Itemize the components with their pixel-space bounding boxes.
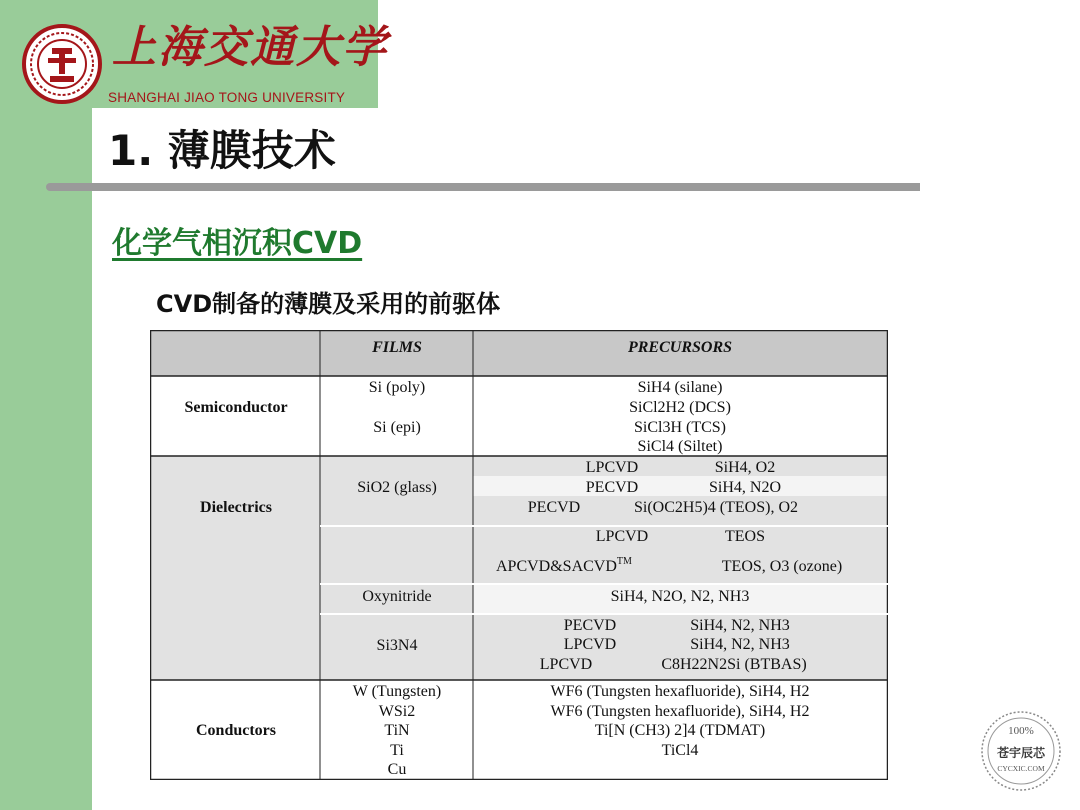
precursor-tcs: SiCl3H (TCS)	[633, 419, 727, 436]
table-caption: CVD制备的薄膜及采用的前驱体	[156, 290, 501, 318]
film-oxynitride: Oxynitride	[362, 588, 432, 605]
dielectric-method: APCVD&SACVD™	[496, 556, 632, 575]
section-conductors: Conductors	[195, 722, 277, 739]
cvd-films-table	[150, 330, 888, 780]
dielectric-method: LPCVD	[585, 459, 639, 476]
university-seal	[22, 24, 102, 104]
precursor-wf6-wsi2: WF6 (Tungsten hexafluoride), SiH4, H2	[550, 703, 810, 720]
dielectric-precursor: SiH4, N2O	[708, 479, 782, 496]
film-si-poly: Si (poly)	[368, 379, 426, 396]
dielectric-method: PECVD	[585, 479, 639, 496]
header-precursors: PRECURSORS	[627, 339, 733, 356]
trademark-sup: TM	[616, 556, 632, 567]
slide-subtitle: 化学气相沉积CVD	[112, 226, 363, 261]
film-sio2: SiO2 (glass)	[357, 479, 437, 496]
university-name-en: SHANGHAI JIAO TONG UNIVERSITY	[108, 90, 346, 105]
nitride-method: PECVD	[563, 617, 617, 634]
nitride-method: LPCVD	[539, 656, 593, 673]
precursor-ticl4: TiCl4	[661, 742, 699, 759]
nitride-method: LPCVD	[563, 636, 617, 653]
dielectric-precursor: TEOS, O3 (ozone)	[721, 558, 843, 575]
film-cu: Cu	[387, 761, 407, 778]
watermark-url: CYCXIC.COM	[997, 764, 1045, 773]
dielectric-precursor: Si(OC2H5)4 (TEOS), O2	[634, 499, 798, 516]
nitride-precursor: SiH4, N2, NH3	[690, 617, 790, 634]
film-tungsten: W (Tungsten)	[352, 683, 442, 700]
dielectric-method: LPCVD	[595, 528, 649, 545]
film-tin: TiN	[384, 722, 410, 739]
dielectric-method: PECVD	[527, 499, 581, 516]
film-si-epi: Si (epi)	[373, 419, 421, 436]
precursor-silane: SiH4 (silane)	[637, 379, 723, 396]
nitride-precursor: C8H22N2Si (BTBAS)	[661, 656, 807, 673]
slide-title: 1. 薄膜技术	[108, 126, 336, 175]
precursor-tdmat: Ti[N (CH3) 2]4 (TDMAT)	[594, 722, 766, 739]
precursor-dcs: SiCl2H2 (DCS)	[629, 399, 731, 416]
watermark-stamp	[980, 710, 1062, 792]
film-wsi2: WSi2	[378, 703, 416, 720]
header-films: FILMS	[372, 339, 422, 356]
precursor-siltet: SiCl4 (Siltet)	[637, 438, 723, 455]
precursor-wf6: WF6 (Tungsten hexafluoride), SiH4, H2	[550, 683, 810, 700]
dielectric-precursor: SiH4, O2	[714, 459, 776, 476]
dielectric-precursor: TEOS	[725, 528, 765, 545]
film-ti: Ti	[390, 742, 404, 759]
left-green-bar	[0, 0, 92, 810]
film-si3n4: Si3N4	[376, 637, 418, 654]
title-divider	[46, 183, 920, 191]
section-dielectrics: Dielectrics	[200, 499, 272, 516]
university-name-cn: 上海交通大学	[112, 22, 388, 73]
nitride-precursor: SiH4, N2, NH3	[690, 636, 790, 653]
watermark-badge: 100%	[1008, 725, 1034, 737]
precursor-oxynitride: SiH4, N2O, N2, NH3	[610, 588, 750, 605]
watermark-name: 苍宇辰芯	[996, 746, 1046, 760]
section-semiconductor: Semiconductor	[184, 399, 288, 416]
